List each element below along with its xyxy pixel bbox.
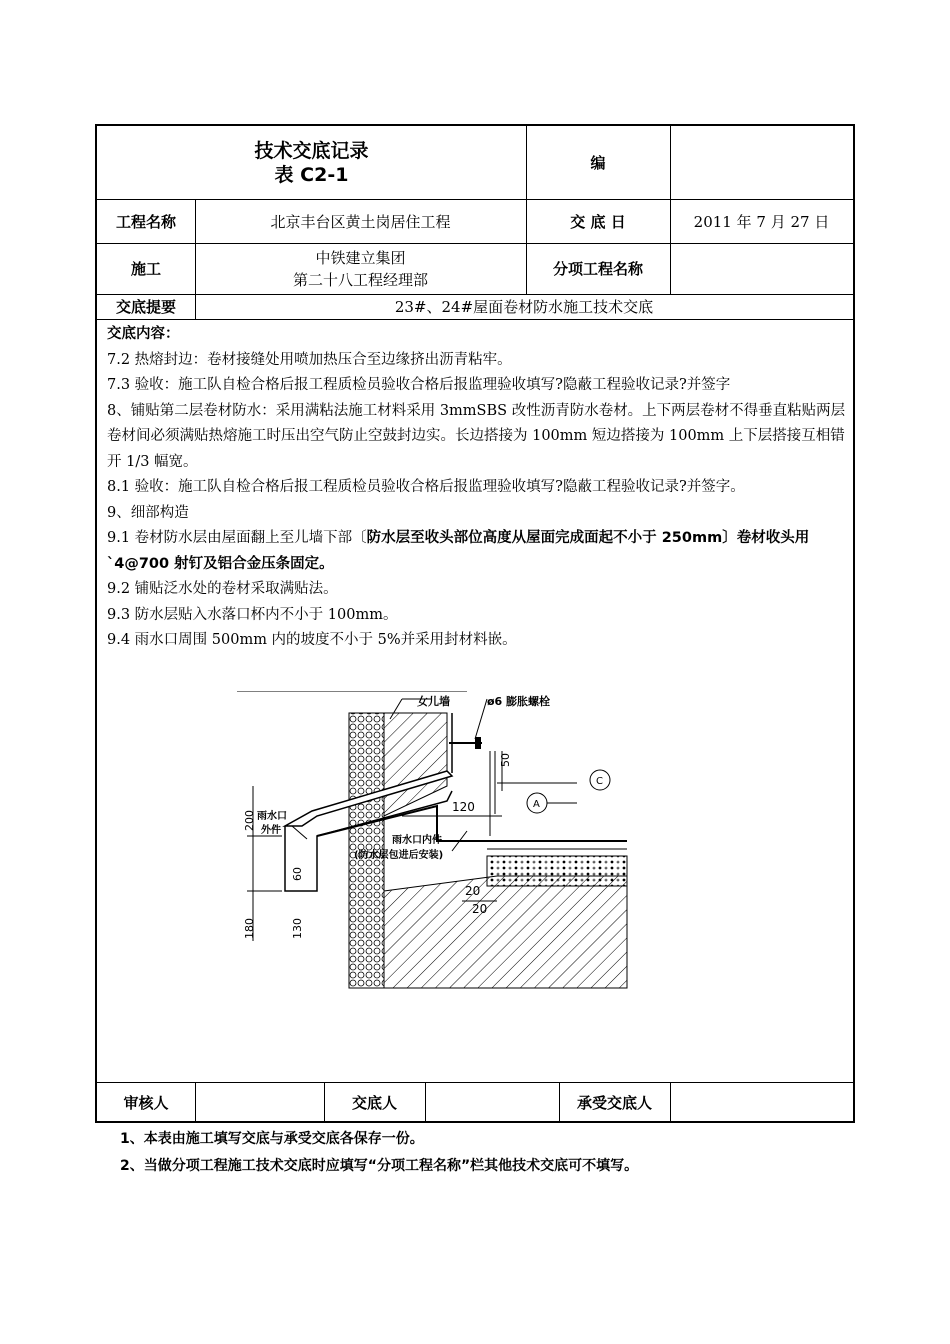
label-outlet-inner-2: (防水层包进后安装) xyxy=(354,850,444,861)
construction-value-line-1: 中铁建立集团 xyxy=(315,248,406,267)
content-paragraph: 9、细部构造 xyxy=(107,504,189,521)
mark-c: C xyxy=(596,776,603,787)
content-paragraph xyxy=(107,526,849,577)
note-2: 2、当做分项工程施工技术交底时应填写“分项工程名称”栏其他技术交底可不填写。 xyxy=(120,1158,639,1174)
content-paragraph: 7.3 验收：施工队自检合格后报工程质检员验收合格后报监理验收填写?隐蔽工程验收记录?并签字 xyxy=(107,377,731,393)
discloser-label: 交底人 xyxy=(351,1094,397,1112)
discloser-value[interactable] xyxy=(425,1082,559,1123)
content-paragraph: 8.1 验收：施工队自检合格后报工程质检员验收合格后报监理验收填写?隐蔽工程验收记录?并签字。 xyxy=(107,479,745,495)
content-paragraph: 8、铺贴第二层卷材防水：采用满粘法施工材料采用 3mmSBS 改性沥青防水卷材。上下两层卷材不得垂直粘贴两层卷材间必须满贴热熔施工时压出空气防止空鼓封边实。长边搭接为 100mm 短边搭接为 100mm 上下层搭接互相错开 1/3 幅宽。 xyxy=(107,402,846,470)
receiver-label: 承受交底人 xyxy=(576,1094,652,1112)
content-text: 9.1 卷材防水层由屋面翻上至儿墙下部〔 xyxy=(107,530,367,546)
title-line-1: 技术交底记录 xyxy=(254,139,369,162)
subproject-value[interactable] xyxy=(670,243,853,294)
content-bold-text: 防水层至收头部位高度从屋面完成面起不小于 250mm〕卷材收头用 `4@700 射钉及铝合金压条固定。 xyxy=(107,530,810,572)
subproject-label: 分项工程名称 xyxy=(552,260,643,278)
mark-a: A xyxy=(533,799,540,810)
project-value[interactable]: 北京丰台区黄土岗居住工程 xyxy=(270,212,451,231)
dim-200: 200 xyxy=(243,810,256,831)
dim-60: 60 xyxy=(291,867,304,881)
construction-label: 施工 xyxy=(130,260,161,278)
dim-20-b: 20 xyxy=(472,902,488,916)
row-divider xyxy=(97,319,853,320)
disclosure-form xyxy=(95,124,855,1123)
project-label: 工程名称 xyxy=(115,212,176,231)
content-paragraph: 7.2 热熔封边：卷材接缝处用喷加热压合至边缘挤出沥青粘牢。 xyxy=(107,351,512,368)
label-outlet-outer-2: 外件 xyxy=(261,825,281,836)
dim-120: 120 xyxy=(452,800,475,814)
code-value[interactable] xyxy=(670,126,853,199)
label-outlet-outer-1: 雨水口 xyxy=(257,811,287,822)
construction-value-line-2: 第二十八工程经理部 xyxy=(292,270,428,289)
content-paragraph: 9.2 铺贴泛水处的卷材采取满贴法。 xyxy=(107,581,338,597)
title-line-2: 表 C2-1 xyxy=(274,163,349,186)
reviewer-value[interactable] xyxy=(195,1082,324,1123)
date-value[interactable]: 2011 年 7 月 27 日 xyxy=(693,212,830,231)
summary-value[interactable]: 23#、24#屋面卷材防水施工技术交底 xyxy=(394,298,654,316)
dim-50: 50 xyxy=(499,753,512,767)
disclosure-content xyxy=(107,322,849,654)
label-outlet-inner-1: 雨水口内件 xyxy=(392,835,442,846)
dim-130: 130 xyxy=(291,918,304,939)
note-1: 1、本表由施工填写交底与承受交底各保存一份。 xyxy=(120,1131,424,1147)
content-paragraph: 9.3 防水层贴入水落口杯内不小于 100mm。 xyxy=(107,606,398,623)
form-title xyxy=(97,126,526,199)
label-expansion-bolt: ø6 膨胀螺栓 xyxy=(487,695,551,708)
code-label: 编 xyxy=(590,154,606,172)
content-heading: 交底内容： xyxy=(107,326,180,342)
content-paragraph: 9.4 雨水口周围 500mm 内的坡度不小于 5%并采用封材料嵌。 xyxy=(107,632,517,648)
dim-20-a: 20 xyxy=(465,884,481,898)
receiver-value[interactable] xyxy=(670,1082,853,1123)
date-label: 交 底 日 xyxy=(570,212,626,231)
reviewer-label: 审核人 xyxy=(123,1094,169,1112)
construction-value[interactable] xyxy=(195,243,526,294)
summary-label: 交底提要 xyxy=(115,298,176,316)
label-parapet: 女儿墙 xyxy=(417,695,450,708)
dim-180: 180 xyxy=(243,918,256,939)
roof-drain-detail-drawing xyxy=(237,691,632,991)
